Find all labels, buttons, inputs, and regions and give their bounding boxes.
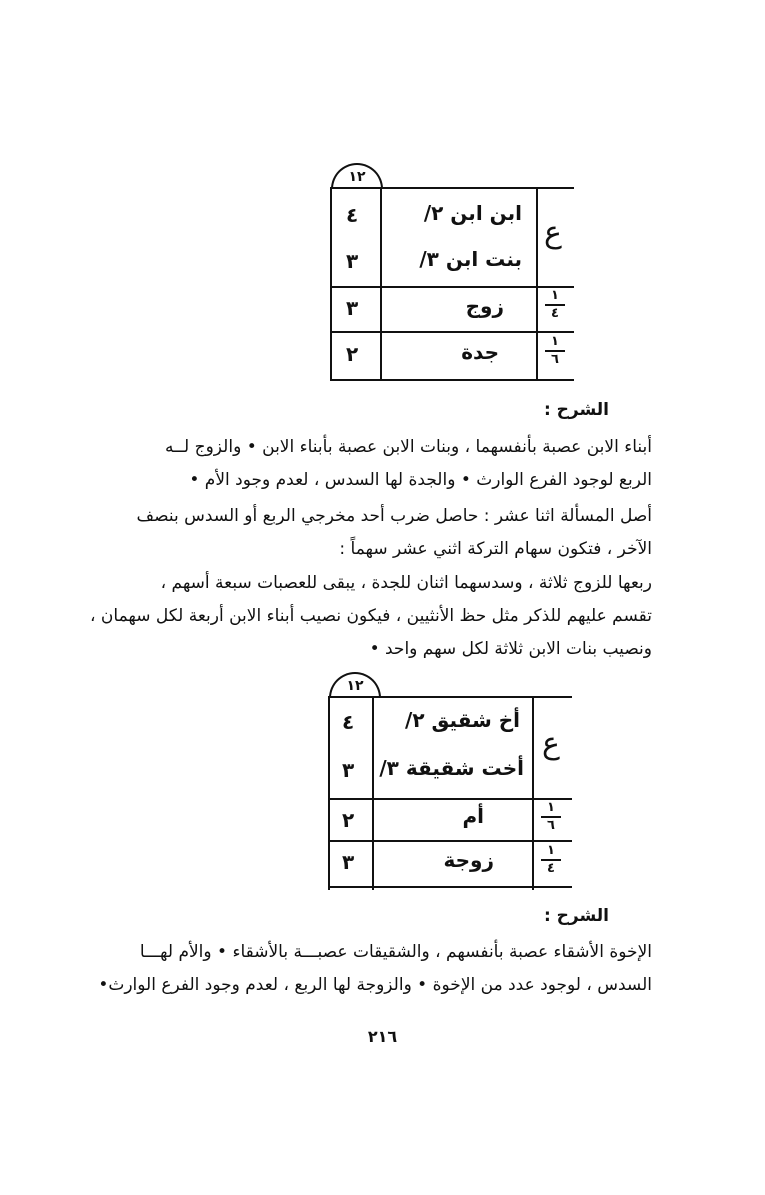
heir-name: ابن ابن ٢/ — [423, 201, 522, 225]
heir-name: أخت شقيقة ٣/ — [379, 756, 524, 780]
total-shares-2: ١٢ — [346, 678, 364, 694]
paragraph-4 — [65, 936, 652, 1002]
paragraph-line: السدس ، لوجود عدد من الإخوة • والزوجة لها الربع ، لعدم وجود الفرع الوارث• — [98, 975, 652, 995]
paragraph-line: ونصيب بنات الابن ثلاثة لكل سهم واحد • — [369, 639, 652, 659]
paragraph-1 — [65, 431, 652, 497]
paragraph-line: أصل المسألة اثنا عشر : حاصل ضرب أحد مخرجي الربع أو السدس بنصف — [136, 506, 652, 526]
page-number: ٢١٦ — [367, 1027, 398, 1046]
paragraph-line: ربعها للزوج ثلاثة ، وسدسهما اثنان للجدة ، يبقى للعصبات سبعة أسهم ، — [160, 573, 652, 593]
paragraph-line: تقسم عليهم للذكر مثل حظ الأنثيين ، فيكون نصيب أبناء الابن أربعة لكل سهمان ، — [90, 606, 652, 626]
heir-name: بنت ابن ٣/ — [419, 247, 522, 271]
inheritance-table-2 — [328, 696, 572, 890]
heir-name: زوج — [465, 294, 504, 318]
share-count: ٤ — [346, 203, 359, 227]
paragraph-line: الإخوة الأشقاء عصبة بأنفسهم ، والشقيقات عصبـــة بالأشقاء • والأم لهـــا — [139, 942, 652, 962]
paragraph-line: الآخر ، فتكون سهام التركة اثني عشر سهماً : — [339, 539, 652, 559]
share-count: ٣ — [346, 249, 359, 273]
heir-name: جدة — [461, 340, 499, 364]
share-count: ٣ — [346, 296, 359, 320]
total-shares-1: ١٢ — [348, 169, 366, 185]
share-count: ٣ — [342, 758, 355, 782]
section-heading-1: الشرح : — [543, 400, 609, 420]
heir-name: أخ شقيق ٢/ — [405, 708, 520, 732]
fraction-sixth: ١ ٦ — [545, 335, 565, 367]
residuary-letter: ع — [542, 726, 560, 761]
paragraph-3 — [65, 567, 652, 666]
paragraph-2 — [65, 500, 652, 566]
fraction-sixth: ١ ٦ — [541, 801, 561, 833]
total-shares-arc-1 — [331, 163, 383, 189]
share-count: ٢ — [346, 342, 359, 366]
heir-name: أم — [462, 804, 484, 828]
share-count: ٤ — [342, 710, 355, 734]
share-count: ٢ — [342, 808, 355, 832]
fraction-quarter: ١ ٤ — [541, 844, 561, 876]
section-heading-2: الشرح : — [543, 906, 609, 926]
inheritance-table-1 — [330, 187, 574, 381]
share-count: ٣ — [342, 850, 355, 874]
residuary-letter: ع — [544, 215, 562, 250]
paragraph-line: الربع لوجود الفرع الوارث • والجدة لها السدس ، لعدم وجود الأم • — [189, 470, 652, 490]
heir-name: زوجة — [443, 848, 494, 872]
fraction-quarter: ١ ٤ — [545, 289, 565, 321]
total-shares-arc-2 — [329, 672, 381, 698]
paragraph-line: أبناء الابن عصبة بأنفسهما ، وبنات الابن عصبة بأبناء الابن • والزوج لــه — [164, 437, 652, 457]
